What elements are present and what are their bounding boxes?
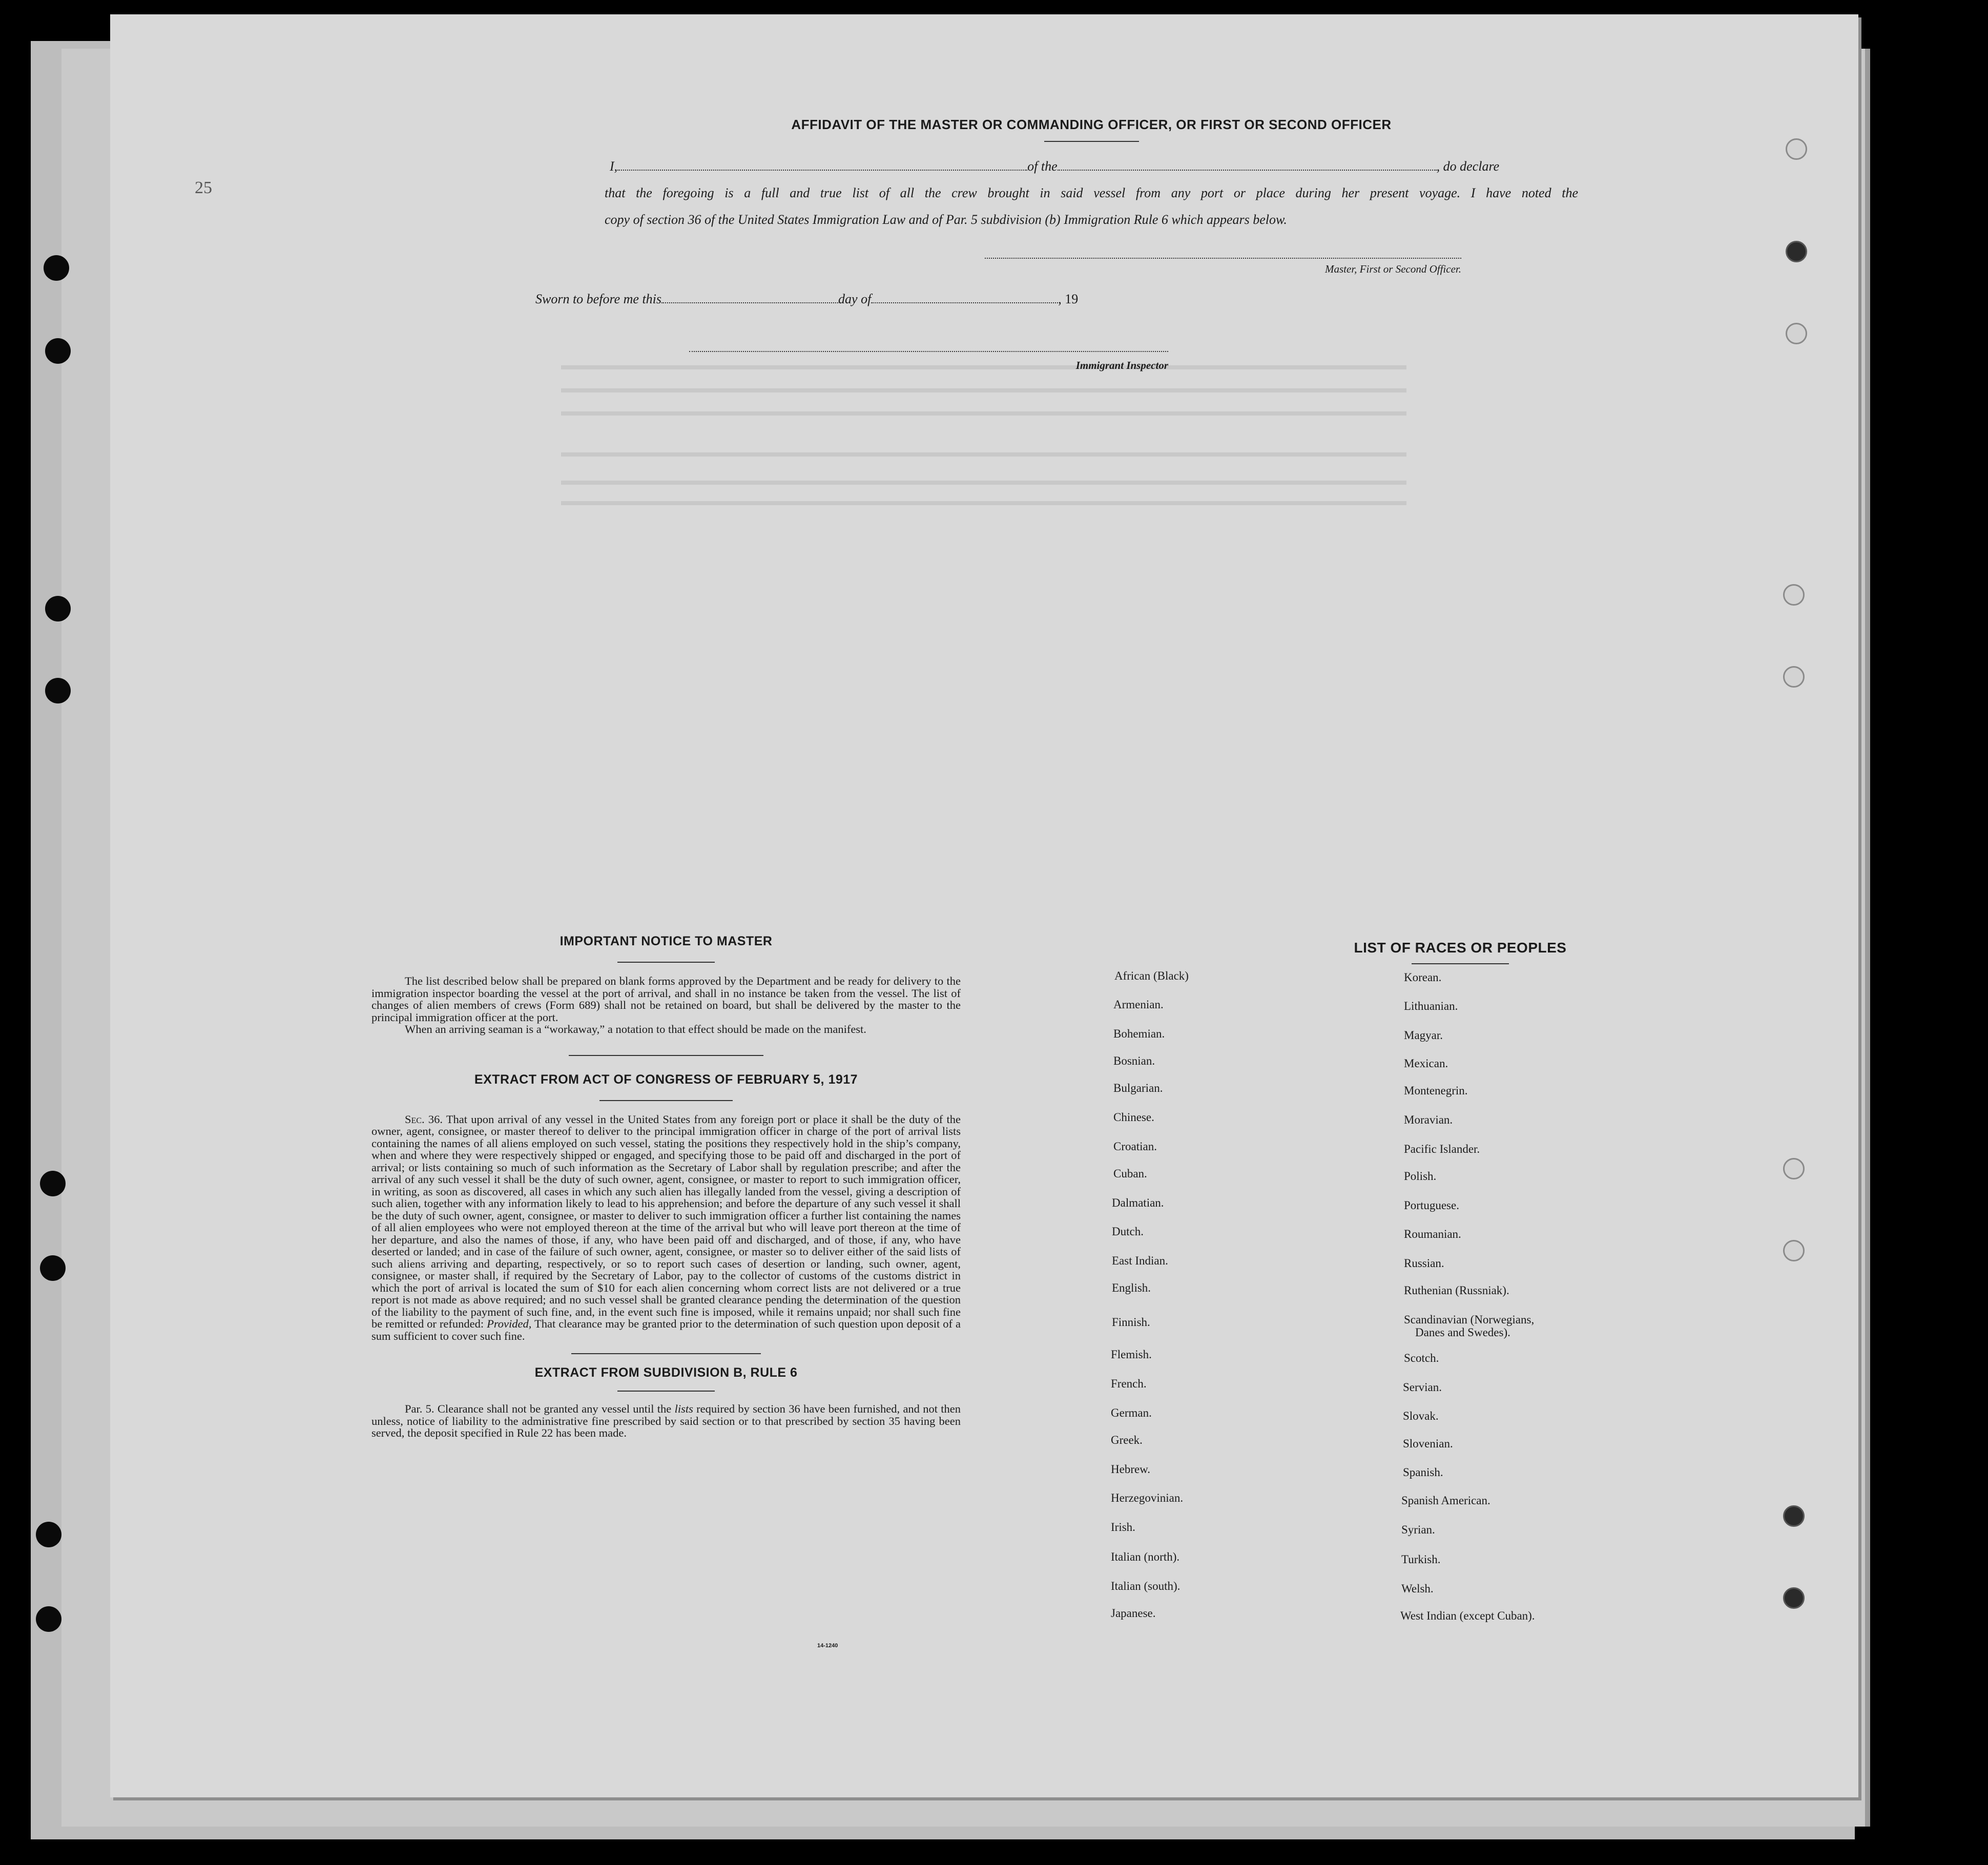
race-item: Italian (north). (1111, 1550, 1180, 1563)
race-item: Danes and Swedes). (1415, 1326, 1510, 1339)
notice-paragraph-2: When an arriving seaman is a “workaway,” a notation to that effect should be made on the manifest. (405, 1023, 866, 1035)
punch-hole (1786, 241, 1807, 262)
race-item: West Indian (except Cuban). (1400, 1609, 1535, 1622)
affidavit-title: AFFIDAVIT OF THE MASTER OR COMMANDING OFFICER, OR FIRST OR SECOND OFFICER (791, 117, 1392, 132)
section-label: Sec. 36. (405, 1112, 443, 1126)
sworn-month-field[interactable] (871, 292, 1058, 303)
race-item: Croatian. (1113, 1140, 1157, 1153)
name-field[interactable] (617, 159, 1027, 171)
binder-hole (36, 1522, 61, 1547)
race-item: Polish. (1404, 1170, 1437, 1183)
race-item: Cuban. (1113, 1167, 1147, 1180)
race-item: Pacific Islander. (1404, 1143, 1480, 1155)
declaration-line-3: copy of section 36 of the United States Immigration Law and of Par. 5 subdivision (b) Immigration Rule 6 which appears below. (605, 212, 1287, 227)
binder-hole (40, 1255, 66, 1281)
race-item: Roumanian. (1404, 1228, 1461, 1240)
punch-hole (1783, 1158, 1805, 1179)
declaration-line-1 (605, 153, 1578, 180)
sworn-prefix: Sworn to before me this (535, 292, 662, 306)
punch-hole (1783, 666, 1805, 688)
race-item: Ruthenian (Russniak). (1404, 1284, 1509, 1297)
inspector-caption: Immigrant Inspector (1075, 359, 1168, 371)
rule-text-b: required by section 36 have been furnished, and not then unless, notice of liability to the administrative fine prescribed by said section or to that prescribed by section 35 having been served, the deposit specified in Rule 22 has been made. (371, 1402, 961, 1439)
section-36-text-end: That clearance may be granted prior to the determination of such question upon deposit of a sum sufficient to cover such fine. (371, 1317, 961, 1342)
inspector-signature-line[interactable] (689, 351, 1168, 352)
vessel-field[interactable] (1058, 159, 1437, 171)
binder-hole (44, 255, 69, 281)
race-item: Magyar. (1404, 1029, 1443, 1042)
title-rule (1044, 141, 1139, 142)
race-item: Lithuanian. (1404, 1000, 1458, 1012)
declaration-declare: , do declare (1436, 159, 1500, 174)
form-number: 14-1240 (817, 1643, 838, 1649)
sworn-year: , 19 (1058, 292, 1079, 306)
race-item: German. (1111, 1406, 1152, 1419)
punch-hole (1783, 1505, 1805, 1527)
race-item: Bosnian. (1113, 1054, 1155, 1067)
section-divider (571, 1353, 761, 1354)
race-item: African (Black) (1114, 969, 1189, 982)
extract-rule-rule (617, 1391, 715, 1392)
race-item: Finnish. (1112, 1316, 1150, 1329)
provided-word: Provided, (487, 1317, 532, 1330)
extract-rule-title: EXTRACT FROM SUBDIVISION B, RULE 6 (534, 1365, 798, 1380)
race-item: English. (1112, 1281, 1151, 1294)
binder-hole (36, 1606, 61, 1632)
section-36-text: That upon arrival of any vessel in the United States from any foreign port or place it shall be the duty of the owner, agent, consignee, or master thereof to deliver to the principal immigration officer in charge of the port of arrival lists containing the names of all aliens employed on such vessel, stating the positions they respectively hold in the ship’s company, when and where they were respectively shipped or engaged, and specifying those to be paid off and discharged in the port of arrival; or lists containing so much of such information as the Secretary of Labor shall by regulation prescribe; and after the arrival of any such vessel it shall be the duty of such owner, agent, consignee, or master to report to such immigration officer, in writing, as soon as discovered, all cases in which any such alien has illegally landed from the vessel, giving a description of such alien, together with any information likely to lead to his apprehension; and before the departure of any such vessel it shall be the duty of such owner, agent, consignee, or master to deliver to such immigration officer a further list containing the names of all alien employees who were not employed thereon at the time of the arrival but who will leave port thereon at the time of her departure, and also the names of those, if any, who have been paid off and discharged, and of those, if any, who have deserted or landed; and in case of the failure of such owner, agent, consignee, or master so to deliver either of the said lists of such aliens arriving and departing, respectively, or so to report such cases of desertion or landing, such owner, agent, consignee, or master shall, if required by the Secretary of Labor, pay to the collector of customs of the customs district in which the port of arrival is located the sum of $10 for each alien concerning whom correct lists are not delivered or a true report is not made as above required; and no such vessel shall be granted clearance pending the determination of the question of the liability to the payment of such fine, and, in the event such fine is imposed, while it remains unpaid; nor shall such fine be remitted or refunded: (371, 1112, 961, 1330)
punch-hole (1783, 1240, 1805, 1261)
race-item: Syrian. (1401, 1523, 1435, 1536)
sworn-line (535, 286, 1078, 313)
notice-column (371, 934, 961, 1439)
race-item: Spanish American. (1401, 1494, 1490, 1507)
extract-rule-body (371, 1403, 961, 1439)
race-item: Flemish. (1111, 1348, 1152, 1361)
binder-hole (45, 678, 71, 703)
punch-hole (1783, 584, 1805, 606)
punch-hole (1783, 1587, 1805, 1609)
race-item: Scotch. (1404, 1352, 1439, 1364)
declaration-line-2: that the foregoing is a full and true list of all the crew brought in said vessel from any port or place during her present voyage. I have noted the (605, 185, 1578, 200)
race-item: Japanese. (1111, 1607, 1156, 1620)
binder-hole (40, 1171, 66, 1196)
bleed-through (561, 481, 1406, 485)
sworn-day-of: day of (838, 292, 872, 306)
notice-rule (617, 962, 715, 963)
race-item: Welsh. (1401, 1582, 1434, 1595)
declaration-text (605, 153, 1578, 233)
race-item: Spanish. (1403, 1466, 1443, 1479)
extract-act-rule (599, 1100, 733, 1101)
race-item: French. (1111, 1377, 1147, 1390)
declaration-of-the: of the (1027, 159, 1058, 174)
extract-act-title: EXTRACT FROM ACT OF CONGRESS OF FEBRUARY 5, 1917 (474, 1072, 858, 1087)
race-item: Scandinavian (Norwegians, (1404, 1313, 1535, 1326)
margin-number: 25 (195, 178, 212, 197)
extract-act-body (371, 1113, 961, 1342)
race-item: Moravian. (1404, 1113, 1453, 1126)
race-item: Korean. (1404, 971, 1442, 984)
races-rule (1412, 963, 1509, 964)
race-item: Irish. (1111, 1521, 1135, 1534)
bleed-through (561, 452, 1406, 457)
race-item: Slovenian. (1403, 1437, 1453, 1450)
master-caption: Master, First or Second Officer. (1325, 263, 1461, 275)
race-item: East Indian. (1112, 1254, 1168, 1267)
race-item: Slovak. (1403, 1410, 1439, 1422)
declaration-i: I, (610, 159, 618, 174)
notice-paragraph-1: The list described below shall be prepared on blank forms approved by the Department and be ready for delivery to the immigration inspector boarding the vessel at the port of arrival, and shall in no instance be taken from the vessel. The list of changes of alien members of crews (Form 689) shall not be retained on board, but shall be delivered by the master to the principal immigration officer at the port. (371, 975, 961, 1024)
race-item: Hebrew. (1111, 1463, 1151, 1476)
notice-title: IMPORTANT NOTICE TO MASTER (560, 934, 773, 948)
binder-hole (45, 596, 71, 621)
bleed-through (561, 411, 1406, 416)
race-item: Bulgarian. (1113, 1082, 1163, 1094)
race-item: Turkish. (1401, 1553, 1441, 1566)
races-section (1217, 940, 1704, 964)
manifest-back-page (110, 14, 1858, 1797)
race-item: Bohemian. (1113, 1027, 1165, 1040)
race-item: Greek. (1111, 1434, 1143, 1446)
race-item: Dalmatian. (1112, 1196, 1164, 1209)
notice-body (371, 975, 961, 1035)
sworn-day-field[interactable] (661, 292, 838, 303)
race-item: Herzegovinian. (1111, 1491, 1184, 1504)
race-item: Chinese. (1113, 1111, 1154, 1124)
races-title: LIST OF RACES OR PEOPLES (1354, 940, 1567, 956)
race-item: Mexican. (1404, 1057, 1448, 1070)
race-item: Dutch. (1112, 1225, 1144, 1238)
race-item: Russian. (1404, 1257, 1444, 1270)
master-signature-line[interactable] (985, 258, 1461, 259)
race-item: Italian (south). (1111, 1580, 1181, 1592)
binder-hole (45, 338, 71, 364)
section-divider (569, 1055, 763, 1056)
affidavit-section (605, 117, 1578, 233)
bleed-through (561, 501, 1406, 505)
race-item: Servian. (1403, 1381, 1442, 1394)
lists-word: lists (674, 1402, 693, 1415)
race-item: Armenian. (1113, 998, 1164, 1011)
race-item: Portuguese. (1404, 1199, 1459, 1212)
punch-hole (1786, 138, 1807, 160)
bleed-through (561, 388, 1406, 392)
race-item: Montenegrin. (1404, 1084, 1468, 1097)
punch-hole (1786, 323, 1807, 344)
rule-text-a: Par. 5. Clearance shall not be granted any vessel until the (405, 1402, 672, 1415)
